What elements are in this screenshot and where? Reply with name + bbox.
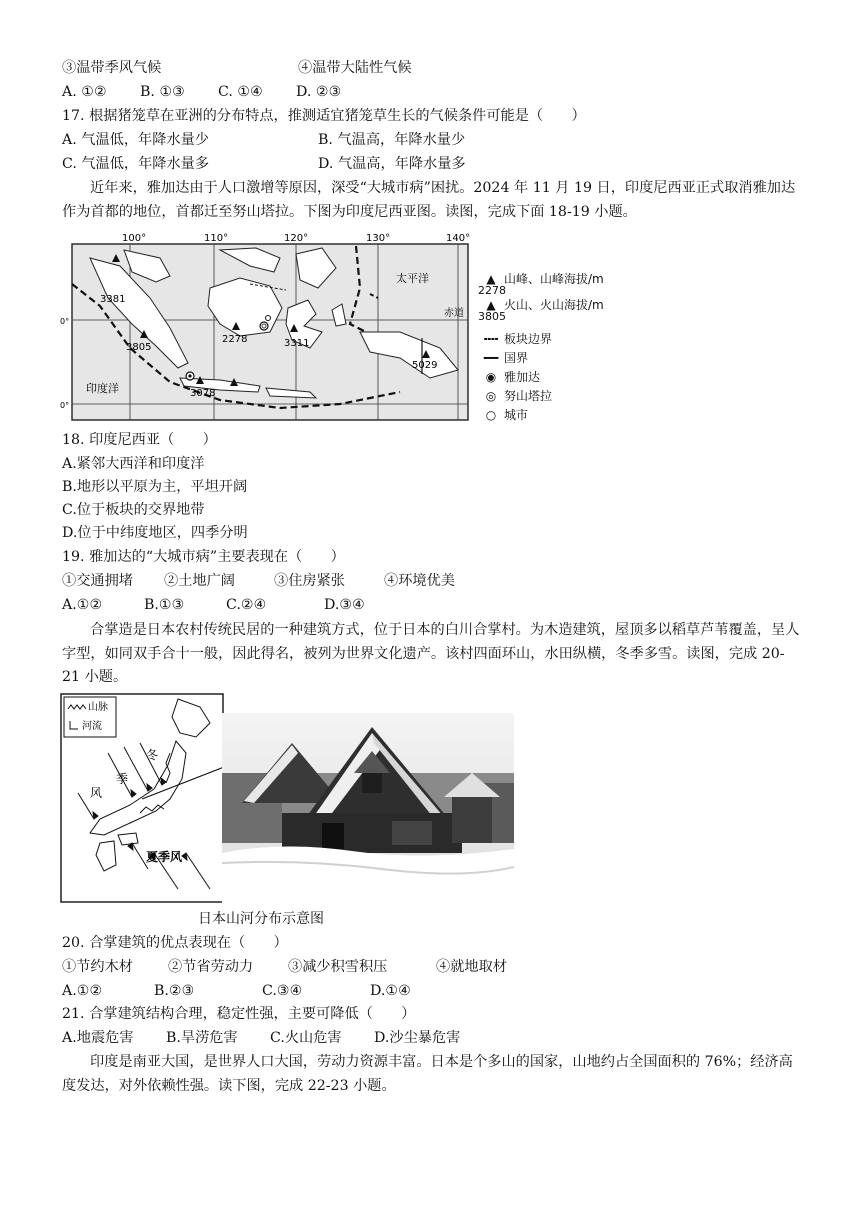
choice-a[interactable]: A. 气温低，年降水量少 bbox=[62, 132, 209, 148]
latitude-label: 0° bbox=[60, 317, 70, 326]
city-icon: ○ bbox=[485, 408, 497, 422]
q19-choices bbox=[62, 595, 365, 615]
elevation-label: 3311 bbox=[284, 338, 310, 349]
question-18: 18. 印度尼西亚（ ） bbox=[62, 432, 217, 448]
longitude-label: 100° bbox=[122, 233, 147, 244]
longitude-label: 140° bbox=[446, 233, 471, 244]
choice-c[interactable]: C. 气温低，年降水量多 bbox=[62, 156, 210, 172]
item-2: ②节省劳动力 bbox=[168, 959, 254, 975]
japan-map bbox=[60, 693, 224, 903]
item-2: ②土地广阔 bbox=[164, 573, 235, 589]
choice-b[interactable]: B. 气温高，年降水量少 bbox=[318, 132, 466, 148]
winter-monsoon-char: 风 bbox=[90, 786, 103, 800]
volcano-icon: ▲ bbox=[486, 298, 496, 312]
city-icon bbox=[266, 316, 271, 321]
option-3: ③温带季风气候 bbox=[62, 60, 162, 76]
choice-a[interactable]: A.①② bbox=[62, 983, 103, 999]
choice-d[interactable]: D.①④ bbox=[370, 983, 411, 999]
choice-c[interactable]: C. ①④ bbox=[218, 84, 263, 100]
legend-volcano: 火山、火山海拔/m bbox=[504, 298, 604, 312]
choice-c[interactable]: C.火山危害 bbox=[270, 1030, 342, 1046]
q18-choice-d[interactable]: D.位于中纬度地区，四季分明 bbox=[62, 525, 248, 541]
question-19: 19. 雅加达的“大城市病”主要表现在（ ） bbox=[62, 549, 345, 565]
choice-b[interactable]: B.②③ bbox=[154, 983, 195, 999]
legend-river: 河流 bbox=[82, 721, 102, 732]
choice-a[interactable]: A.地震危害 bbox=[62, 1030, 134, 1046]
q20-choices bbox=[62, 981, 411, 1001]
q17-choices-row1 bbox=[62, 130, 465, 150]
peak-icon: ▲ bbox=[486, 272, 496, 286]
legend-mountain: 山脉 bbox=[88, 702, 108, 713]
border-icon: ━━ bbox=[483, 351, 499, 365]
indian-ocean-label: 印度洋 bbox=[86, 382, 119, 395]
pacific-ocean-label: 太平洋 bbox=[396, 272, 429, 285]
question-17: 17. 根据猪笼草在亚洲的分布特点，推测适宜猪笼草生长的气候条件可能是（ ） bbox=[62, 108, 586, 124]
q18-choice-b[interactable]: B.地形以平原为主，平坦开阔 bbox=[62, 479, 248, 495]
legend-plate: 板块边界 bbox=[504, 332, 553, 346]
item-3: ③减少积雪积压 bbox=[288, 959, 388, 975]
item-3: ③住房紧张 bbox=[274, 573, 345, 589]
legend-city: 城市 bbox=[504, 408, 529, 422]
q18-choice-c[interactable]: C.位于板块的交界地带 bbox=[62, 502, 205, 518]
q20-items bbox=[62, 957, 507, 977]
intro-18-19: 近年来，雅加达由于人口激增等原因，深受“大城市病”困扰。2024 年 11 月 19 日，印度尼西亚正式取消雅加达作为首都的地位，首都迁至努山塔拉。下图为印度尼西亚图。读图，完成下面 18-19 小题。 bbox=[62, 180, 796, 220]
choice-a[interactable]: A. ①② bbox=[62, 84, 107, 100]
choice-c[interactable]: C.③④ bbox=[262, 983, 303, 999]
winter-monsoon-char: 冬 bbox=[146, 748, 159, 762]
legend-volcano-number: 3805 bbox=[478, 310, 506, 323]
legend-peak-number: 2278 bbox=[478, 284, 506, 297]
legend-nusantara: 努山塔拉 bbox=[504, 389, 553, 403]
plate-boundary-icon: ╍╍ bbox=[483, 332, 499, 346]
elevation-label: 3805 bbox=[126, 342, 152, 353]
q18-choice-a[interactable]: A.紧邻大西洋和印度洋 bbox=[62, 456, 205, 472]
q17-choices-row2 bbox=[62, 154, 466, 174]
figure-caption: 日本山河分布示意图 bbox=[198, 911, 324, 927]
choice-d[interactable]: D. ②③ bbox=[296, 84, 342, 100]
choice-d[interactable]: D.沙尘暴危害 bbox=[374, 1030, 461, 1046]
choice-b[interactable]: B.旱涝危害 bbox=[166, 1030, 238, 1046]
longitude-label: 110° bbox=[204, 233, 229, 244]
choice-d[interactable]: D.③④ bbox=[324, 597, 365, 613]
longitude-label: 130° bbox=[366, 233, 391, 244]
choice-a[interactable]: A.①② bbox=[62, 597, 103, 613]
legend-border: 国界 bbox=[504, 351, 529, 365]
elevation-label: 5029 bbox=[412, 360, 438, 371]
option-4: ④温带大陆性气候 bbox=[298, 60, 412, 76]
summer-monsoon-label: 夏季风 bbox=[146, 850, 183, 864]
intro-20-21: 合掌造是日本农村传统民居的一种建筑方式，位于日本的白川合掌村。为木造建筑，屋顶多以稻草芦苇覆盖，呈人字型，如同双手合十一般，因此得名，被列为世界文化遗产。该村四面环山，水田纵横，冬季多雪。读图，完成 20-21 小题。 bbox=[62, 622, 800, 685]
q16-choices bbox=[62, 82, 341, 102]
equator-label: 赤道 bbox=[444, 308, 464, 319]
choice-c[interactable]: C.②④ bbox=[226, 597, 267, 613]
question-21: 21. 合掌建筑结构合理，稳定性强，主要可降低（ ） bbox=[62, 1006, 416, 1022]
item-1: ①节约木材 bbox=[62, 959, 133, 975]
question-20: 20. 合掌建筑的优点表现在（ ） bbox=[62, 935, 288, 951]
q16-option-line bbox=[62, 58, 412, 78]
gassho-house-photo bbox=[222, 713, 514, 903]
choice-b[interactable]: B. ①③ bbox=[140, 84, 185, 100]
longitude-label: 120° bbox=[284, 233, 309, 244]
winter-monsoon-char: 季 bbox=[116, 772, 129, 786]
elevation-label: 3078 bbox=[190, 388, 216, 399]
q21-choices bbox=[62, 1028, 460, 1048]
item-4: ④环境优美 bbox=[384, 573, 455, 589]
latitude-label: 0° bbox=[60, 401, 70, 410]
indonesia-map bbox=[60, 228, 480, 424]
nusantara-icon: ◎ bbox=[485, 389, 497, 403]
q19-items bbox=[62, 571, 455, 591]
legend-peak: 山峰、山峰海拔/m bbox=[504, 272, 604, 286]
item-1: ①交通拥堵 bbox=[62, 573, 133, 589]
legend-jakarta: 雅加达 bbox=[504, 370, 541, 384]
jakarta-icon: ◉ bbox=[485, 370, 497, 384]
elevation-label: 2278 bbox=[222, 334, 248, 345]
choice-b[interactable]: B.①③ bbox=[144, 597, 185, 613]
choice-d[interactable]: D. 气温高，年降水量多 bbox=[318, 156, 466, 172]
item-4: ④就地取材 bbox=[436, 959, 507, 975]
intro-22-23: 印度是南亚大国，是世界人口大国，劳动力资源丰富。日本是个多山的国家，山地约占全国面积的 76%；经济高度发达，对外依赖性强。读下图，完成 22-23 小题。 bbox=[62, 1054, 793, 1094]
elevation-label: 3381 bbox=[100, 294, 126, 305]
